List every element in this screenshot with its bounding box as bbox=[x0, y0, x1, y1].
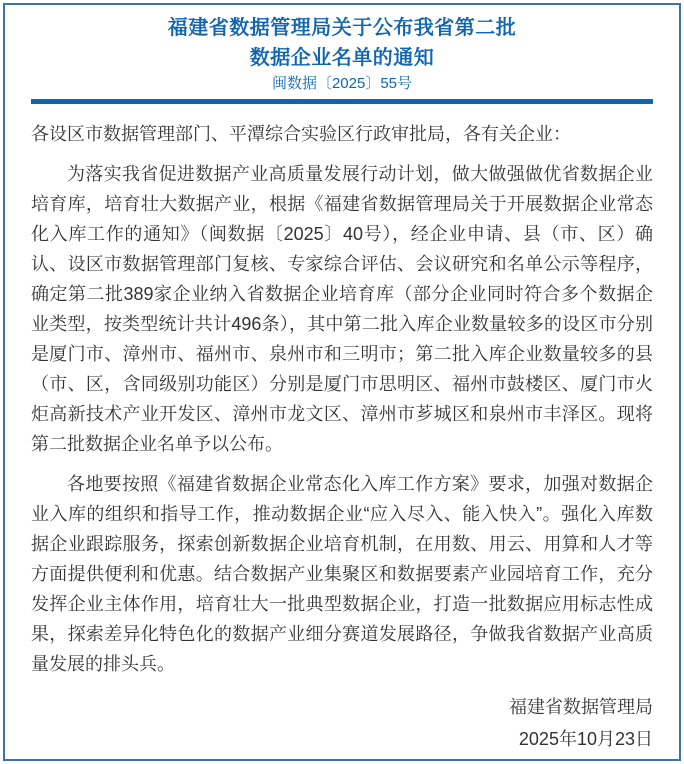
paragraph-2: 各地要按照《福建省数据企业常态化入库工作方案》要求，加强对数据企业入库的组织和指导工作，推动数据企业“应入尽入、能入快入”。强化入库数据企业跟踪服务，探索创新数据企业培育机制，在用数、用云、用算和人才等方面提供便利和优惠。结合数据产业集聚区和数据要素产业园培育工作，充分发挥企业主体作用，培育壮大一批典型数据企业，打造一批数据应用标志性成果，探索差异化特色化的数据产业细分赛道发展路径，争做我省数据产业高质量发展的排头兵。 bbox=[31, 474, 653, 674]
notice-content bbox=[5, 5, 679, 755]
notice-title-line-2: 数据企业名单的通知 bbox=[249, 47, 435, 69]
paragraph-1: 为落实我省促进数据产业高质量发展行动计划，做大做强做优省数据企业培育库，培育壮大数据产业，根据《福建省数据管理局关于开展数据企业常态化入库工作的通知》（闽数据〔2025〕40号），经企业申请、县（市、区）确认、设区市数据管理部门复核、专家综合评估、会议研究和名单公示等程序，确定第二批389家企业纳入省数据企业培育库（部分企业同时符合多个数据企业类型，按类型统计共计496条），其中第二批入库企业数量较多的设区市分别是厦门市、漳州市、福州市、泉州市和三明市；第二批入库企业数量较多的县（市、区，含同级别功能区）分别是厦门市思明区、福州市鼓楼区、厦门市火炬高新技术产业开发区、漳州市龙文区、漳州市芗城区和泉州市丰泽区。现将第二批数据企业名单予以公布。 bbox=[31, 164, 653, 454]
signature-block bbox=[31, 691, 653, 755]
issuer-name: 福建省数据管理局 bbox=[509, 697, 653, 717]
notice-title-line-1: 福建省数据管理局关于公布我省第二批 bbox=[167, 17, 517, 39]
notice-header bbox=[31, 13, 653, 95]
salutation: 各设区市数据管理部门、平潭综合实验区行政审批局，各有关企业： bbox=[31, 124, 571, 144]
doc-number: 闽数据〔2025〕55号 bbox=[271, 75, 413, 92]
header-divider bbox=[31, 99, 653, 104]
issue-date: 2025年10月23日 bbox=[518, 729, 653, 749]
notice-page-frame bbox=[3, 3, 681, 761]
